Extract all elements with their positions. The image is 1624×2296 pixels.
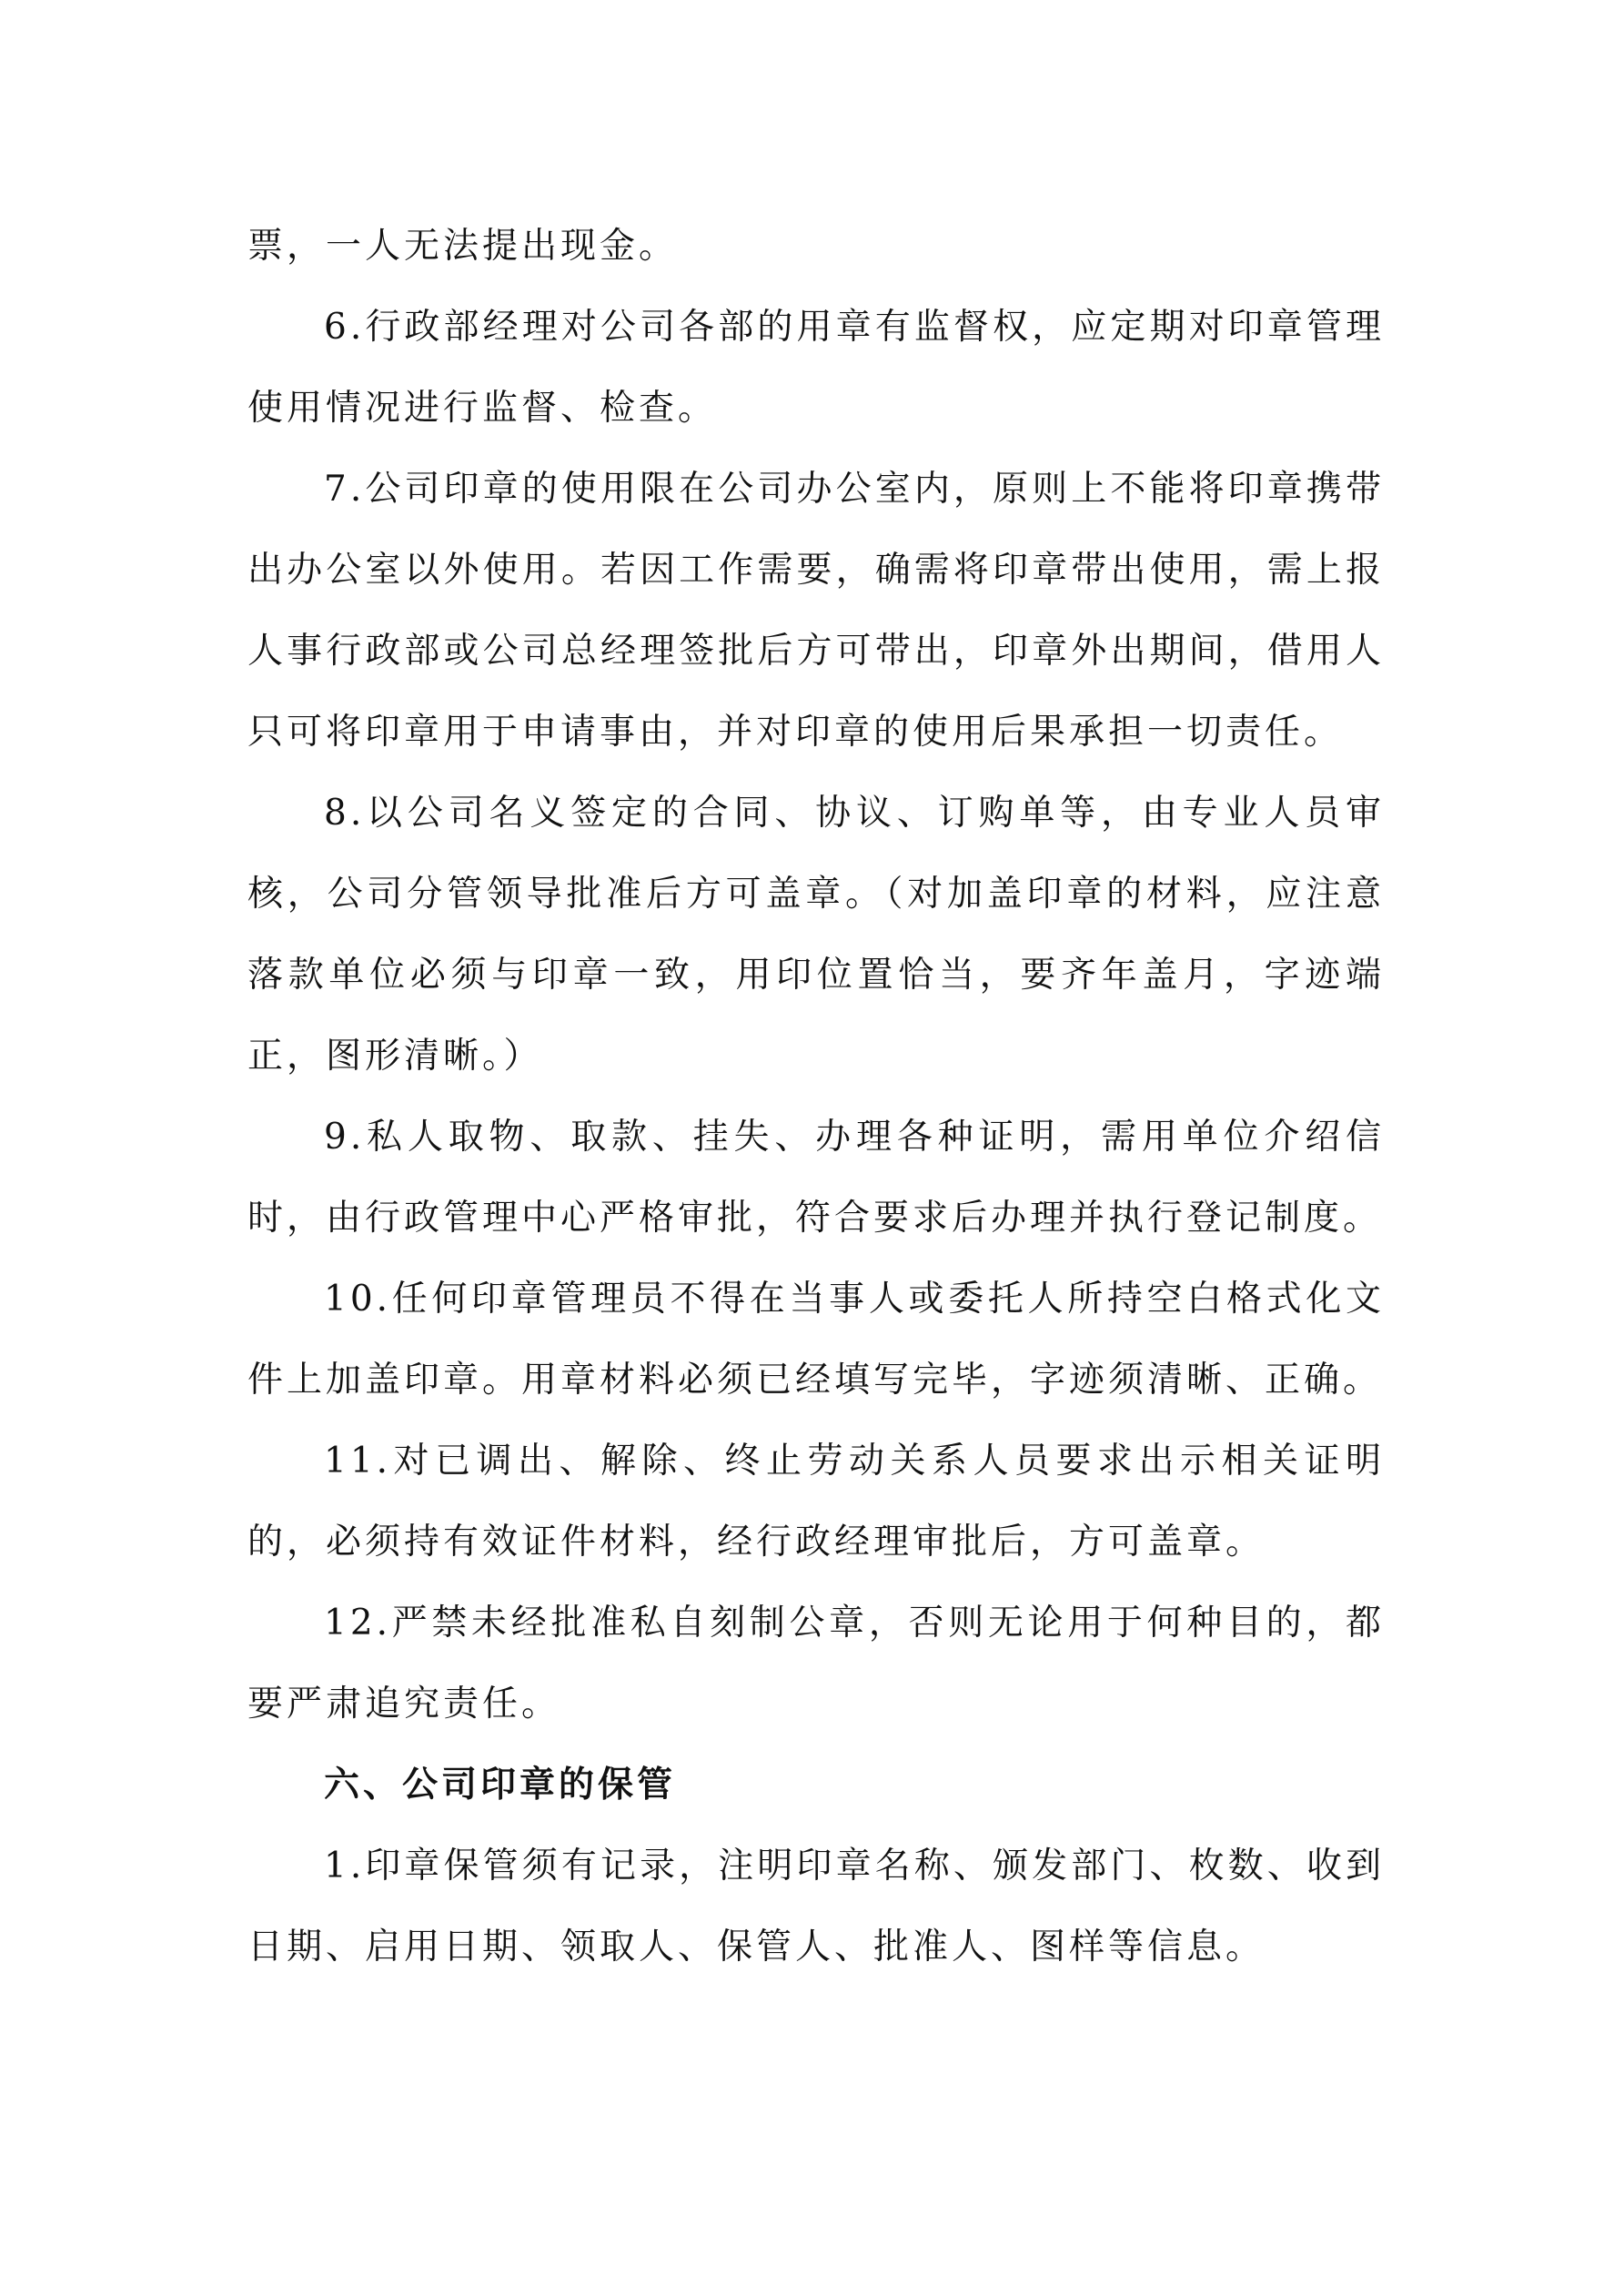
paragraph-item-6: 6.行政部经理对公司各部的用章有监督权，应定期对印章管理使用情况进行监督、检查。 [247,307,1385,429]
paragraph-item-12: 12.严禁未经批准私自刻制公章，否则无论用于何种目的，都要严肃追究责任。 [247,1603,1385,1725]
paragraph-item-10: 10.任何印章管理员不得在当事人或委托人所持空白格式化文件上加盖印章。用章材料必须已经填写完毕，字迹须清晰、正确。 [247,1279,1385,1401]
paragraph-item-9: 9.私人取物、取款、挂失、办理各种证明，需用单位介绍信时，由行政管理中心严格审批，符合要求后办理并执行登记制度。 [247,1117,1385,1239]
paragraph-item-8: 8.以公司名义签定的合同、协议、订购单等，由专业人员审核，公司分管领导批准后方可盖章。（对加盖印章的材料，应注意落款单位必须与印章一致，用印位置恰当，要齐年盖月，字迹端正，图形清晰。） [247,793,1385,1077]
document-body [247,206,1385,1988]
paragraph-continuation: 票，一人无法提出现金。 [247,226,679,267]
paragraph-item-7: 7.公司印章的使用限在公司办公室内，原则上不能将印章携带出办公室以外使用。若因工作需要，确需将印章带出使用，需上报人事行政部或公司总经理签批后方可带出，印章外出期间，借用人只可将印章用于申请事由，并对印章的使用后果承担一切责任。 [247,469,1385,753]
section-heading: 六、公司印章的保管 [324,1765,677,1805]
paragraph-section-item-1: 1.印章保管须有记录，注明印章名称、颁发部门、枚数、收到日期、启用日期、领取人、保管人、批准人、图样等信息。 [247,1846,1385,1967]
paragraph-item-11: 11.对已调出、解除、终止劳动关系人员要求出示相关证明的，必须持有效证件材料，经行政经理审批后，方可盖章。 [247,1441,1385,1563]
